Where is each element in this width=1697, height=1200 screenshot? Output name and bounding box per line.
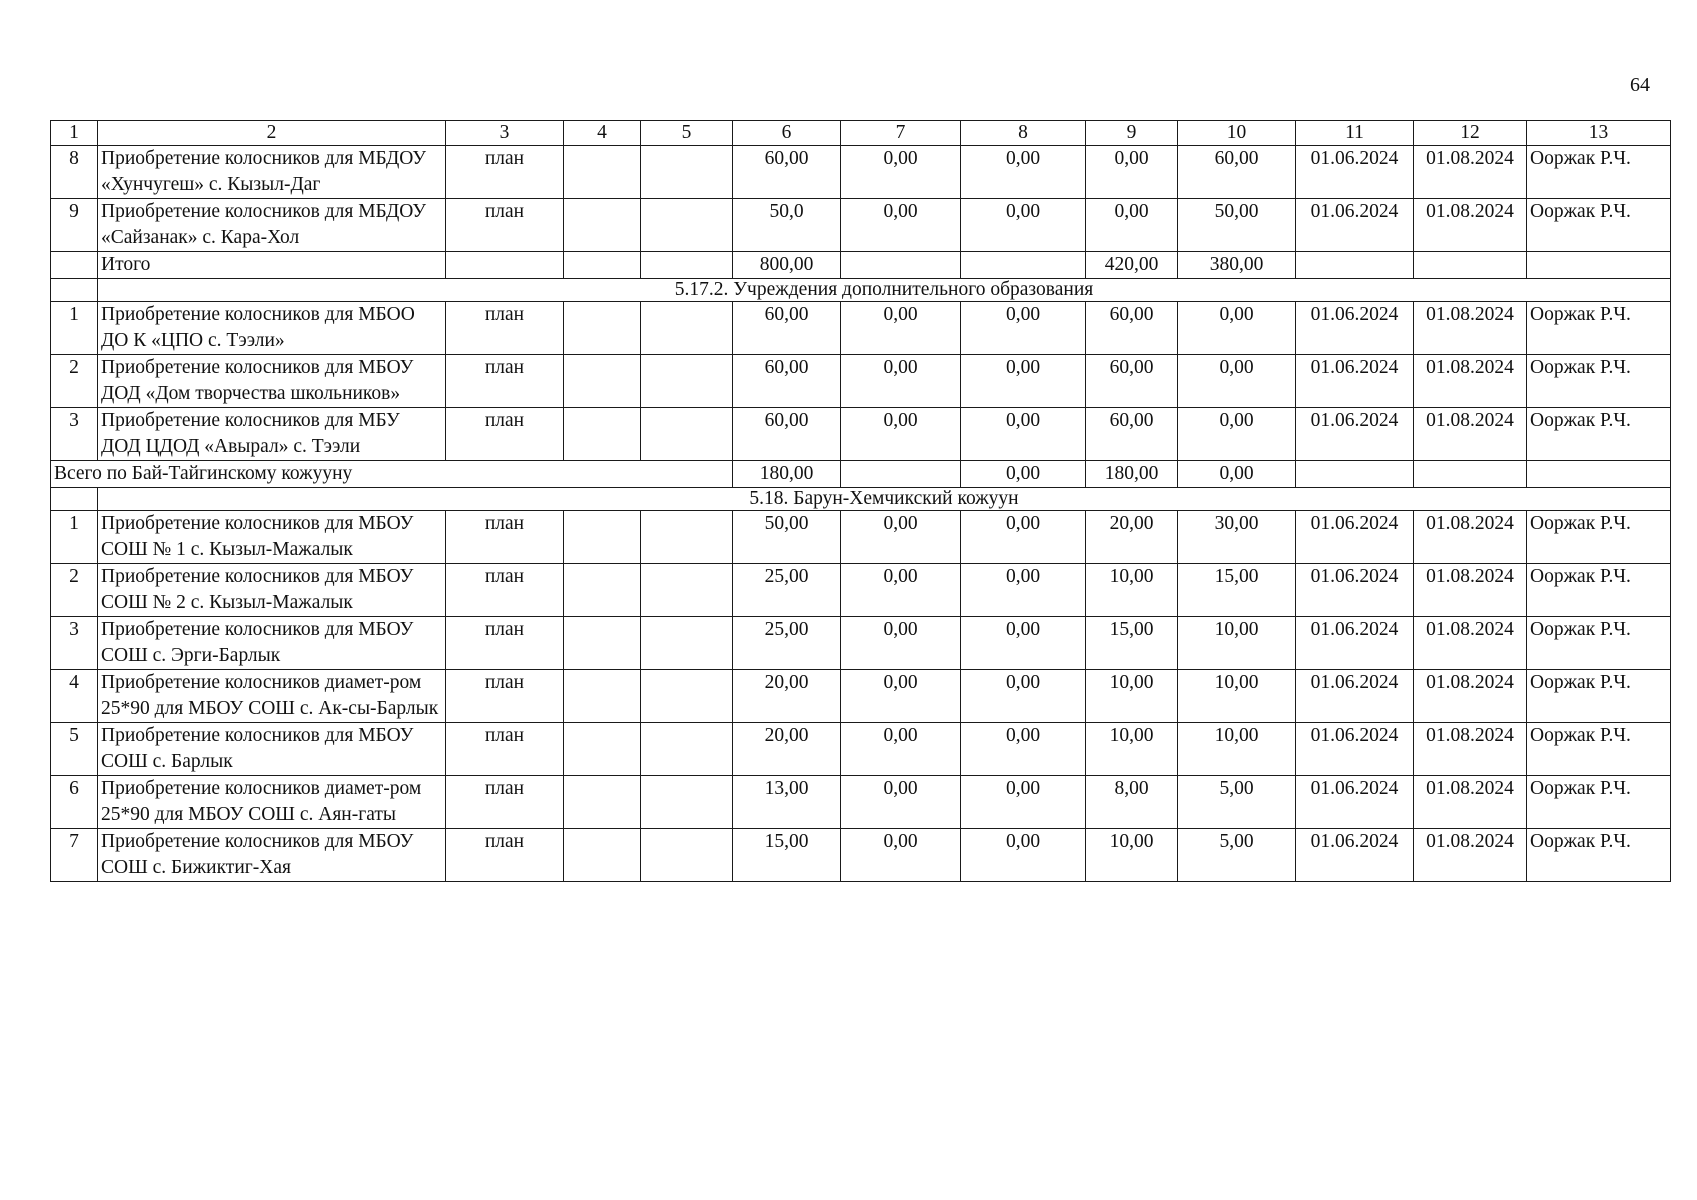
end-date: 01.08.2024 bbox=[1414, 408, 1527, 461]
col-6-value: 25,00 bbox=[733, 564, 841, 617]
item-name: Приобретение колосников для МБОУ СОШ № 1 с. Кызыл-Мажалык bbox=[98, 511, 446, 564]
item-name: Приобретение колосников для МБУ ДОД ЦДОД «Авырал» с. Тээли bbox=[98, 408, 446, 461]
col-5-cell bbox=[641, 199, 733, 252]
empty-cell bbox=[1414, 252, 1527, 279]
table-row bbox=[51, 302, 1671, 355]
section-title: 5.17.2. Учреждения дополнительного образования bbox=[98, 279, 1671, 302]
col-9-value: 15,00 bbox=[1086, 617, 1178, 670]
col-8-value: 0,00 bbox=[961, 670, 1086, 723]
column-number-row bbox=[51, 121, 1671, 146]
section-spacer-cell bbox=[51, 279, 98, 302]
col-8-value: 0,00 bbox=[961, 408, 1086, 461]
start-date: 01.06.2024 bbox=[1296, 302, 1414, 355]
empty-cell bbox=[446, 252, 564, 279]
col-6-value: 60,00 bbox=[733, 408, 841, 461]
col-5-cell bbox=[641, 511, 733, 564]
item-name: Приобретение колосников для МБДОУ «Хунчугеш» с. Кызыл-Даг bbox=[98, 146, 446, 199]
col-4-cell bbox=[564, 564, 641, 617]
col-4-cell bbox=[564, 723, 641, 776]
column-header: 12 bbox=[1414, 121, 1527, 146]
plan-type: план bbox=[446, 146, 564, 199]
col-6-value: 20,00 bbox=[733, 723, 841, 776]
col-5-cell bbox=[641, 829, 733, 882]
end-date: 01.08.2024 bbox=[1414, 670, 1527, 723]
table-row bbox=[51, 617, 1671, 670]
row-number: 6 bbox=[51, 776, 98, 829]
responsible-person: Ооржак Р.Ч. bbox=[1527, 302, 1671, 355]
plan-type: план bbox=[446, 302, 564, 355]
col-5-cell bbox=[641, 408, 733, 461]
table-row bbox=[51, 199, 1671, 252]
col-8-value: 0,00 bbox=[961, 829, 1086, 882]
end-date: 01.08.2024 bbox=[1414, 617, 1527, 670]
empty-cell bbox=[1414, 461, 1527, 488]
table-row bbox=[51, 723, 1671, 776]
col-8-value: 0,00 bbox=[961, 511, 1086, 564]
column-header: 1 bbox=[51, 121, 98, 146]
start-date: 01.06.2024 bbox=[1296, 670, 1414, 723]
col-7-value: 0,00 bbox=[841, 408, 961, 461]
col-4-cell bbox=[564, 146, 641, 199]
col-5-cell bbox=[641, 617, 733, 670]
end-date: 01.08.2024 bbox=[1414, 829, 1527, 882]
column-header: 9 bbox=[1086, 121, 1178, 146]
empty-cell bbox=[841, 461, 961, 488]
col-10-value: 0,00 bbox=[1178, 408, 1296, 461]
col-10-value: 0,00 bbox=[1178, 461, 1296, 488]
col-4-cell bbox=[564, 670, 641, 723]
col-7-value: 0,00 bbox=[841, 511, 961, 564]
col-7-value: 0,00 bbox=[841, 617, 961, 670]
responsible-person: Ооржак Р.Ч. bbox=[1527, 355, 1671, 408]
empty-cell bbox=[961, 252, 1086, 279]
row-number: 3 bbox=[51, 617, 98, 670]
col-10-value: 0,00 bbox=[1178, 355, 1296, 408]
total-label: Всего по Бай-Тайгинскому кожууну bbox=[51, 461, 733, 488]
responsible-person: Ооржак Р.Ч. bbox=[1527, 564, 1671, 617]
col-9-value: 180,00 bbox=[1086, 461, 1178, 488]
start-date: 01.06.2024 bbox=[1296, 355, 1414, 408]
col-4-cell bbox=[564, 302, 641, 355]
plan-type: план bbox=[446, 776, 564, 829]
section-heading-row bbox=[51, 488, 1671, 511]
plan-type: план bbox=[446, 829, 564, 882]
col-9-value: 8,00 bbox=[1086, 776, 1178, 829]
col-8-value: 0,00 bbox=[961, 302, 1086, 355]
col-5-cell bbox=[641, 776, 733, 829]
col-6-value: 13,00 bbox=[733, 776, 841, 829]
responsible-person: Ооржак Р.Ч. bbox=[1527, 617, 1671, 670]
col-9-value: 10,00 bbox=[1086, 723, 1178, 776]
col-6-value: 60,00 bbox=[733, 302, 841, 355]
responsible-person: Ооржак Р.Ч. bbox=[1527, 408, 1671, 461]
empty-cell bbox=[641, 252, 733, 279]
col-5-cell bbox=[641, 670, 733, 723]
row-number: 4 bbox=[51, 670, 98, 723]
col-4-cell bbox=[564, 199, 641, 252]
start-date: 01.06.2024 bbox=[1296, 199, 1414, 252]
col-10-value: 5,00 bbox=[1178, 829, 1296, 882]
col-9-value: 0,00 bbox=[1086, 146, 1178, 199]
responsible-person: Ооржак Р.Ч. bbox=[1527, 199, 1671, 252]
col-8-value: 0,00 bbox=[961, 146, 1086, 199]
col-8-value: 0,00 bbox=[961, 776, 1086, 829]
start-date: 01.06.2024 bbox=[1296, 776, 1414, 829]
plan-type: план bbox=[446, 408, 564, 461]
col-10-value: 0,00 bbox=[1178, 302, 1296, 355]
item-name: Приобретение колосников диамет-ром 25*90 для МБОУ СОШ с. Аян-гаты bbox=[98, 776, 446, 829]
end-date: 01.08.2024 bbox=[1414, 723, 1527, 776]
column-header: 11 bbox=[1296, 121, 1414, 146]
column-header: 4 bbox=[564, 121, 641, 146]
item-name: Приобретение колосников для МБОУ СОШ с. Барлык bbox=[98, 723, 446, 776]
start-date: 01.06.2024 bbox=[1296, 511, 1414, 564]
start-date: 01.06.2024 bbox=[1296, 829, 1414, 882]
column-header: 10 bbox=[1178, 121, 1296, 146]
end-date: 01.08.2024 bbox=[1414, 146, 1527, 199]
col-9-value: 10,00 bbox=[1086, 564, 1178, 617]
col-8-value: 0,00 bbox=[961, 564, 1086, 617]
col-6-value: 50,00 bbox=[733, 511, 841, 564]
col-8-value: 0,00 bbox=[961, 723, 1086, 776]
start-date: 01.06.2024 bbox=[1296, 146, 1414, 199]
col-5-cell bbox=[641, 146, 733, 199]
col-9-value: 60,00 bbox=[1086, 355, 1178, 408]
col-9-value: 420,00 bbox=[1086, 252, 1178, 279]
col-9-value: 0,00 bbox=[1086, 199, 1178, 252]
table-row bbox=[51, 670, 1671, 723]
col-4-cell bbox=[564, 776, 641, 829]
col-6-value: 60,00 bbox=[733, 146, 841, 199]
plan-type: план bbox=[446, 564, 564, 617]
col-6-value: 60,00 bbox=[733, 355, 841, 408]
section-heading-row bbox=[51, 279, 1671, 302]
col-9-value: 10,00 bbox=[1086, 670, 1178, 723]
col-4-cell bbox=[564, 511, 641, 564]
col-9-value: 20,00 bbox=[1086, 511, 1178, 564]
empty-cell bbox=[51, 252, 98, 279]
responsible-person: Ооржак Р.Ч. bbox=[1527, 723, 1671, 776]
row-number: 5 bbox=[51, 723, 98, 776]
col-5-cell bbox=[641, 723, 733, 776]
col-7-value: 0,00 bbox=[841, 723, 961, 776]
total-row bbox=[51, 461, 1671, 488]
table-row bbox=[51, 355, 1671, 408]
plan-type: план bbox=[446, 617, 564, 670]
col-6-value: 25,00 bbox=[733, 617, 841, 670]
column-header: 8 bbox=[961, 121, 1086, 146]
column-header: 5 bbox=[641, 121, 733, 146]
page-number: 64 bbox=[1630, 74, 1650, 96]
row-number: 3 bbox=[51, 408, 98, 461]
empty-cell bbox=[1527, 252, 1671, 279]
col-7-value: 0,00 bbox=[841, 829, 961, 882]
responsible-person: Ооржак Р.Ч. bbox=[1527, 776, 1671, 829]
plan-type: план bbox=[446, 199, 564, 252]
row-number: 1 bbox=[51, 302, 98, 355]
empty-cell bbox=[564, 252, 641, 279]
row-number: 7 bbox=[51, 829, 98, 882]
row-number: 1 bbox=[51, 511, 98, 564]
column-header: 3 bbox=[446, 121, 564, 146]
item-name: Приобретение колосников диамет-ром 25*90 для МБОУ СОШ с. Ак-сы-Барлык bbox=[98, 670, 446, 723]
col-7-value: 0,00 bbox=[841, 670, 961, 723]
item-name: Приобретение колосников для МБОУ СОШ с. Бижиктиг-Хая bbox=[98, 829, 446, 882]
section-title: 5.18. Барун-Хемчикский кожуун bbox=[98, 488, 1671, 511]
item-name: Приобретение колосников для МБОУ СОШ с. Эрги-Барлык bbox=[98, 617, 446, 670]
col-8-value: 0,00 bbox=[961, 461, 1086, 488]
table-row bbox=[51, 829, 1671, 882]
end-date: 01.08.2024 bbox=[1414, 776, 1527, 829]
row-number: 2 bbox=[51, 355, 98, 408]
plan-type: план bbox=[446, 355, 564, 408]
table-row bbox=[51, 511, 1671, 564]
end-date: 01.08.2024 bbox=[1414, 564, 1527, 617]
responsible-person: Ооржак Р.Ч. bbox=[1527, 146, 1671, 199]
col-9-value: 60,00 bbox=[1086, 302, 1178, 355]
row-number: 9 bbox=[51, 199, 98, 252]
subtotal-label: Итого bbox=[98, 252, 446, 279]
plan-type: план bbox=[446, 723, 564, 776]
col-8-value: 0,00 bbox=[961, 355, 1086, 408]
responsible-person: Ооржак Р.Ч. bbox=[1527, 511, 1671, 564]
col-8-value: 0,00 bbox=[961, 199, 1086, 252]
table-row bbox=[51, 408, 1671, 461]
end-date: 01.08.2024 bbox=[1414, 302, 1527, 355]
plan-type: план bbox=[446, 511, 564, 564]
col-6-value: 180,00 bbox=[733, 461, 841, 488]
col-10-value: 10,00 bbox=[1178, 670, 1296, 723]
col-10-value: 15,00 bbox=[1178, 564, 1296, 617]
col-4-cell bbox=[564, 408, 641, 461]
col-4-cell bbox=[564, 355, 641, 408]
plan-type: план bbox=[446, 670, 564, 723]
column-header: 2 bbox=[98, 121, 446, 146]
col-7-value: 0,00 bbox=[841, 302, 961, 355]
start-date: 01.06.2024 bbox=[1296, 408, 1414, 461]
end-date: 01.08.2024 bbox=[1414, 355, 1527, 408]
col-10-value: 10,00 bbox=[1178, 617, 1296, 670]
col-10-value: 380,00 bbox=[1178, 252, 1296, 279]
col-5-cell bbox=[641, 564, 733, 617]
plan-table bbox=[50, 120, 1671, 882]
col-4-cell bbox=[564, 829, 641, 882]
col-6-value: 15,00 bbox=[733, 829, 841, 882]
empty-cell bbox=[1296, 461, 1414, 488]
col-9-value: 60,00 bbox=[1086, 408, 1178, 461]
item-name: Приобретение колосников для МБОУ ДОД «Дом творчества школьников» bbox=[98, 355, 446, 408]
table-row bbox=[51, 564, 1671, 617]
end-date: 01.08.2024 bbox=[1414, 511, 1527, 564]
col-7-value: 0,00 bbox=[841, 199, 961, 252]
col-10-value: 50,00 bbox=[1178, 199, 1296, 252]
col-7-value: 0,00 bbox=[841, 355, 961, 408]
empty-cell bbox=[1527, 461, 1671, 488]
col-7-value: 0,00 bbox=[841, 776, 961, 829]
col-6-value: 50,0 bbox=[733, 199, 841, 252]
col-4-cell bbox=[564, 617, 641, 670]
row-number: 8 bbox=[51, 146, 98, 199]
col-7-value: 0,00 bbox=[841, 146, 961, 199]
responsible-person: Ооржак Р.Ч. bbox=[1527, 829, 1671, 882]
responsible-person: Ооржак Р.Ч. bbox=[1527, 670, 1671, 723]
start-date: 01.06.2024 bbox=[1296, 723, 1414, 776]
item-name: Приобретение колосников для МБОУ СОШ № 2 с. Кызыл-Мажалык bbox=[98, 564, 446, 617]
col-6-value: 20,00 bbox=[733, 670, 841, 723]
item-name: Приобретение колосников для МБДОУ «Сайзанак» с. Кара-Хол bbox=[98, 199, 446, 252]
item-name: Приобретение колосников для МБОО ДО К «ЦПО с. Тээли» bbox=[98, 302, 446, 355]
column-header: 7 bbox=[841, 121, 961, 146]
column-header: 13 bbox=[1527, 121, 1671, 146]
column-header: 6 bbox=[733, 121, 841, 146]
col-10-value: 60,00 bbox=[1178, 146, 1296, 199]
start-date: 01.06.2024 bbox=[1296, 564, 1414, 617]
subtotal-row bbox=[51, 252, 1671, 279]
end-date: 01.08.2024 bbox=[1414, 199, 1527, 252]
col-6-value: 800,00 bbox=[733, 252, 841, 279]
col-10-value: 30,00 bbox=[1178, 511, 1296, 564]
col-9-value: 10,00 bbox=[1086, 829, 1178, 882]
section-spacer-cell bbox=[51, 488, 98, 511]
col-10-value: 10,00 bbox=[1178, 723, 1296, 776]
table-row bbox=[51, 146, 1671, 199]
col-5-cell bbox=[641, 302, 733, 355]
empty-cell bbox=[1296, 252, 1414, 279]
row-number: 2 bbox=[51, 564, 98, 617]
col-5-cell bbox=[641, 355, 733, 408]
table-row bbox=[51, 776, 1671, 829]
col-10-value: 5,00 bbox=[1178, 776, 1296, 829]
col-8-value: 0,00 bbox=[961, 617, 1086, 670]
start-date: 01.06.2024 bbox=[1296, 617, 1414, 670]
col-7-value: 0,00 bbox=[841, 564, 961, 617]
empty-cell bbox=[841, 252, 961, 279]
